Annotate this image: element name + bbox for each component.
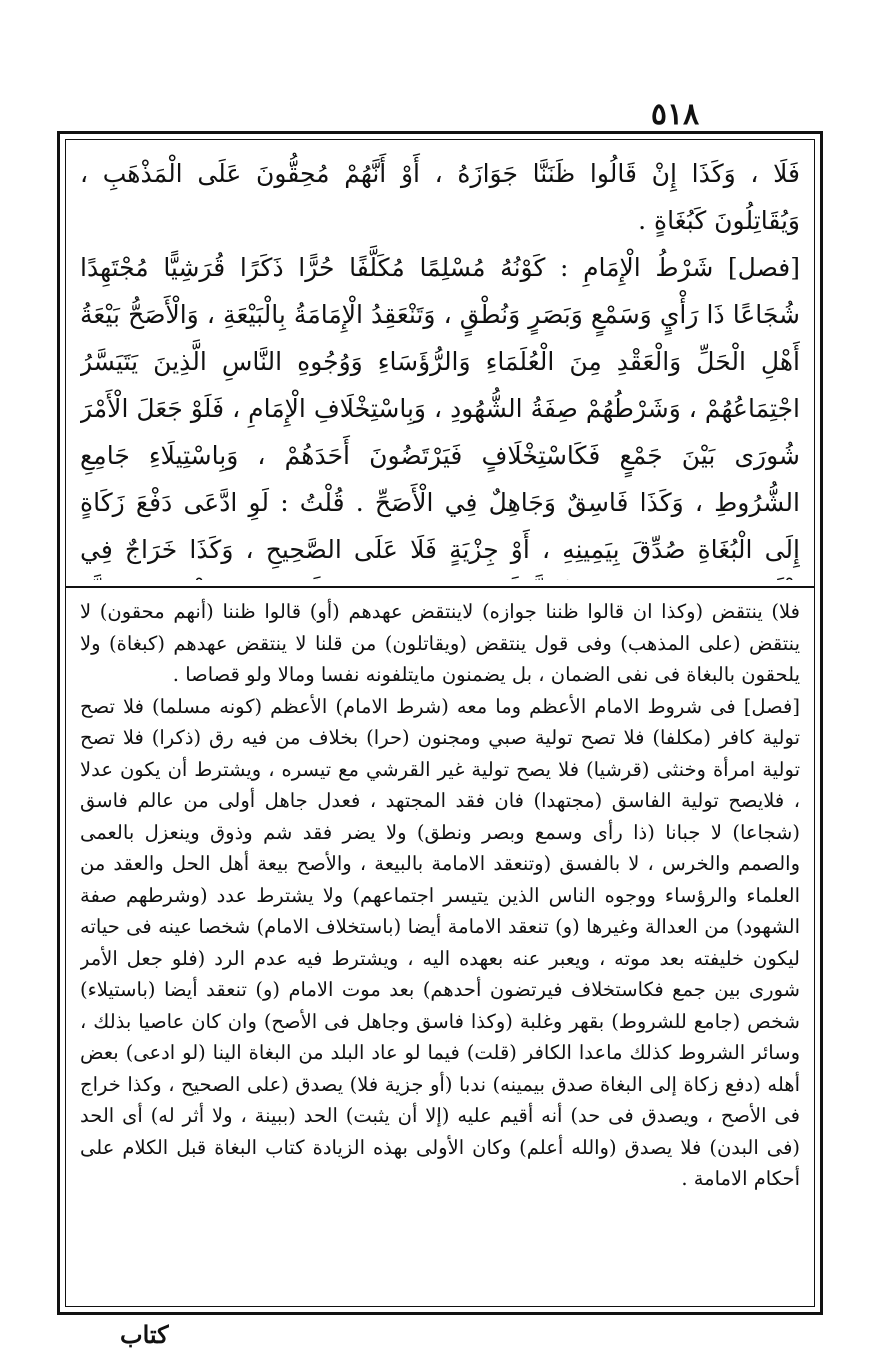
section-divider — [66, 586, 814, 588]
matn-paragraph: [فصل] شَرْطُ الْإِمَامِ : كَوْنُهُ مُسْلِمًا مُكَلَّفًا حُرًّا ذَكَرًا قُرَشِيًّا مُجْتَهِدًا شُجَاعًا ذَا رَأْيٍ وَسَمْعٍ وَبَصَرٍ وَنُطْقٍ ، وَتَنْعَقِدُ الْإِمَامَةُ بِالْبَيْعَةِ ، وَالْأَصَحُّ بَيْعَةُ أَهْلِ الْحَلِّ وَالْعَقْدِ مِنَ الْعُلَمَاءِ وَالرُّؤَسَاءِ وَوُجُوهِ النَّاسِ الَّذِينَ يَتَيَسَّرُ اجْتِمَاعُهُمْ ، وَشَرْطُهُمْ صِفَةُ الشُّهُودِ ، وَبِاسْتِخْلَافِ الْإِمَامِ ، فَلَوْ جَعَلَ الْأَمْرَ شُورَى بَيْنَ جَمْعٍ فَكَاسْتِخْلَافٍ فَيَرْتَضُونَ أَحَدَهُمْ ، وَبِاسْتِيلَاءِ جَامِعِ الشُّرُوطِ ، وَكَذَا فَاسِقٌ وَجَاهِلٌ فِي الْأَصَحِّ . قُلْتُ : لَوِ ادَّعَى دَفْعَ زَكَاةٍ إِلَى الْبُغَاةِ صُدِّقَ بِيَمِينِهِ ، أَوْ جِزْيَةٍ فَلَا عَلَى الصَّحِيحِ ، وَكَذَا خَرَاجٌ فِي — [80, 253, 800, 564]
page-frame-inner — [65, 139, 815, 1307]
matn-paragraph: فَلَا ، وَكَذَا إِنْ قَالُوا ظَنَنَّا جَوَازَهُ ، أَوْ أَنَّهُمْ مُحِقُّونَ عَلَى الْمَذْهَبِ ، وَيُقَاتِلُونَ كَبُغَاةٍ . — [80, 159, 800, 235]
catchword: كتاب — [120, 1320, 169, 1349]
sharh-paragraph: فلا) ينتقض (وكذا ان قالوا ظننا جوازه) لاينتقض عهدهم (أو) قالوا ظننا (أنهم محقون) لا ينتقض (على المذهب) وفى قول ينتقض (ويقاتلون) من قلنا لا ينتقض عهدهم (كبغاة) ولا يلحقون بالبغاة فى نفى الضمان ، بل يضمنون مايتلفونه نفسا ومالا ولو قصاصا . — [80, 600, 800, 686]
matn-text-block — [80, 150, 800, 580]
page-frame — [57, 131, 823, 1315]
sharh-text-block — [80, 596, 800, 1312]
sharh-paragraph: [فصل] فى شروط الامام الأعظم وما معه (شرط الامام) الأعظم (كونه مسلما) فلا تصح تولية كافر (مكلفا) فلا تصح تولية صبي ومجنون (حرا) بخلاف من فيه رق (ذكرا) فلا تصح تولية امرأة وخنثى (قرشيا) فلا يصح تولية غير القرشي مع تيسره ، ويشترط أن يكون عدلا ، فلايصح تولية الفاسق (مجتهدا) فان فقد المجتهد ، فعدل جاهل أولى من عالم فاسق (شجاعا) لا جبانا (ذا رأى وسمع وبصر ونطق) ولا يضر فقد شم وذوق وينعزل بالعمى والصمم والخرس ، لا بالفسق (وتنعقد الامامة بالبيعة ، والأصح بيعة أهل الحل والعقد من العلماء والرؤساء ووجوه الناس الذين يتيسر اجتماعهم) ولا يشترط عدد (وشرطهم صفة الشهود) من العدالة وغيرها (و) تنعقد الامامة أيضا (باستخلاف الامام) شخصا عينه فى حياته ليكون خليفته بعد موته ، ويعبر عنه بعهده اليه ، ويشترط فيه عدم الرد (فلو جعل الأمر شورى بين جمع فكاستخلاف فيرتضون أحدهم) بعد موت الامام (و) تنعقد أيضا (باستيلاء) شخص (جامع للشروط) بقهر وغلبة (وكذا فاسق وجاهل فى الأصح) وان كان عاصيا بذلك ، وسائر الشروط كذلك ماعدا الكافر (قلت) فيما لو عاد البلد من البغاة الينا (لو ادعى) بعض أهله (دفع زكاة إلى البغاة صدق بيمينه) ندبا (أو جزية فلا) يصدق (على الصحيح ، وكذا خراج فى الأصح ، ويصدق فى حد) أنه أقيم عليه (إلا أن يثبت) الحد (ببينة ، ولا أثر له) أى الحد (فى البدن) فلا يصدق (والله أعلم) وكان الأولى بهذه الزيادة كتاب البغاة قبل الكلام على أحكام الامامة . — [80, 694, 800, 1190]
page-number: ٥١٨ — [650, 97, 700, 132]
